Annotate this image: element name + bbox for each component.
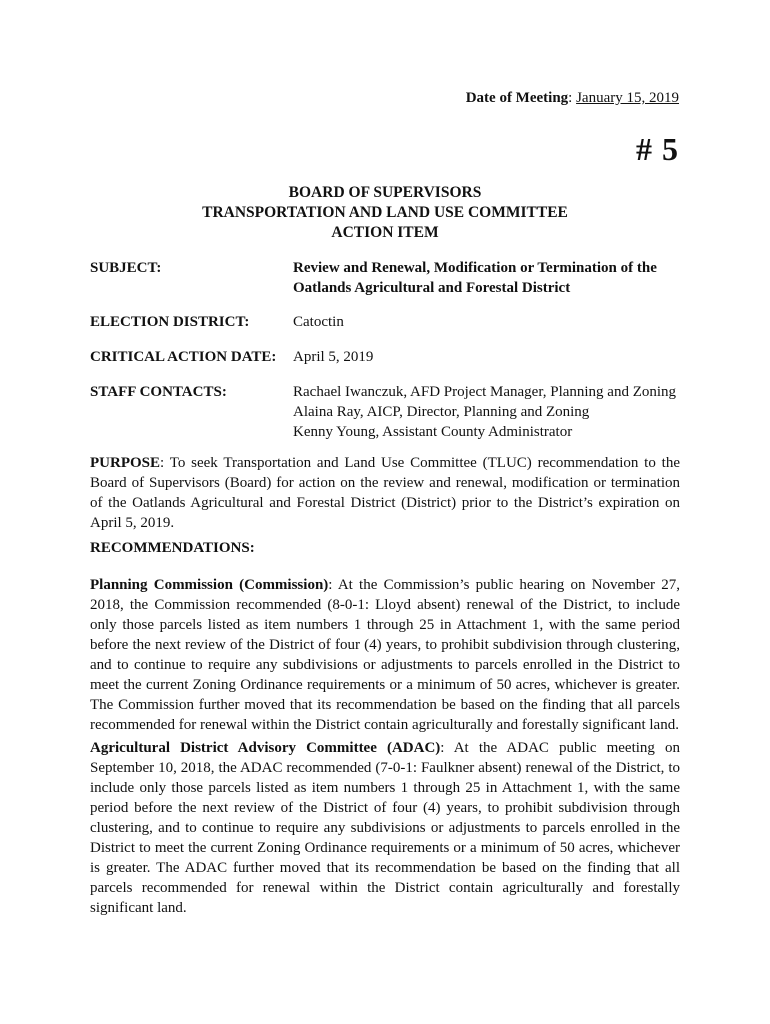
staff-contact: Alaina Ray, AICP, Director, Planning and Zoning [293,404,590,420]
staff-contacts-label: STAFF CONTACTS: [90,384,227,400]
purpose-text: : To seek Transportation and Land Use Committee (TLUC) recommendation to the Board of Supervisors (Board) for action on the review and renewal, modification or termination of the Oatlands Agricultural and Forestal District (District) prior to the District’s expiration on April 5, 2019. [90,455,680,531]
adac-text: : At the ADAC public meeting on September 10, 2018, the ADAC recommended (7-0-1: Faulkner absent) renewal of the District, to include only those parcels listed as item numbers 1 through 25 in Attachment 1, with the same period before the next review of the District of four (4) years, to prohibit subdivision through clustering, and to continue to require any subdivisions or adjustments to parcels enrolled in the District to meet the current Zoning Ordinance requirements or a minimum of 50 acres, whichever is greater. The ADAC further moved that its recommendation be based on the finding that all parcels recommended for renewal within the District contain agriculturally and forestally significant land. [90,740,680,916]
subject-value: Review and Renewal, Modification or Termination of the Oatlands Agricultural and Forestal District [293,260,657,296]
subject-label: SUBJECT: [90,260,162,276]
commission-paragraph [90,575,680,735]
item-number: # 5 [636,131,679,167]
critical-action-date-value: April 5, 2019 [293,349,374,365]
recommendations-heading: RECOMMENDATIONS: [90,540,255,556]
meeting-date-label: Date of Meeting [465,90,569,106]
header-committee: TRANSPORTATION AND LAND USE COMMITTEE [202,204,568,221]
commission-label: Planning Commission (Commission) [90,577,329,593]
staff-contact: Kenny Young, Assistant County Administrator [293,424,573,440]
adac-label: Agricultural District Advisory Committee (ADAC) [90,740,441,756]
purpose-label: PURPOSE [90,455,161,471]
commission-text: : At the Commission’s public hearing on November 27, 2018, the Commission recommended (8-0-1: Lloyd absent) renewal of the District, to include only those parcels listed as item numbers 1 through 25 in Attachment 1, with the same period before the next review of the District of four (4) years, to prohibit subdivision through clustering, and to continue to require any subdivisions or adjustments to parcels enrolled in the District to meet the current Zoning Ordinance requirements or a minimum of 50 acres, whichever is greater. The Commission further moved that its recommendation be based on the finding that all parcels recommended for renewal within the District contain agriculturally and forestally significant land. [90,577,680,733]
purpose-paragraph [90,453,680,533]
header-action-item: ACTION ITEM [331,224,439,241]
election-district-label: ELECTION DISTRICT: [90,314,250,330]
header-board: BOARD OF SUPERVISORS [288,184,482,201]
staff-contacts-list [293,382,681,442]
adac-paragraph [90,738,680,918]
staff-contact: Rachael Iwanczuk, AFD Project Manager, Planning and Zoning [293,384,677,400]
election-district-value: Catoctin [293,314,344,330]
critical-action-date-label: CRITICAL ACTION DATE: [90,349,277,365]
meeting-date-value: January 15, 2019 [576,90,679,106]
meeting-date: Date of Meeting: January 15, 2019 [465,90,679,106]
document-header [90,183,680,243]
